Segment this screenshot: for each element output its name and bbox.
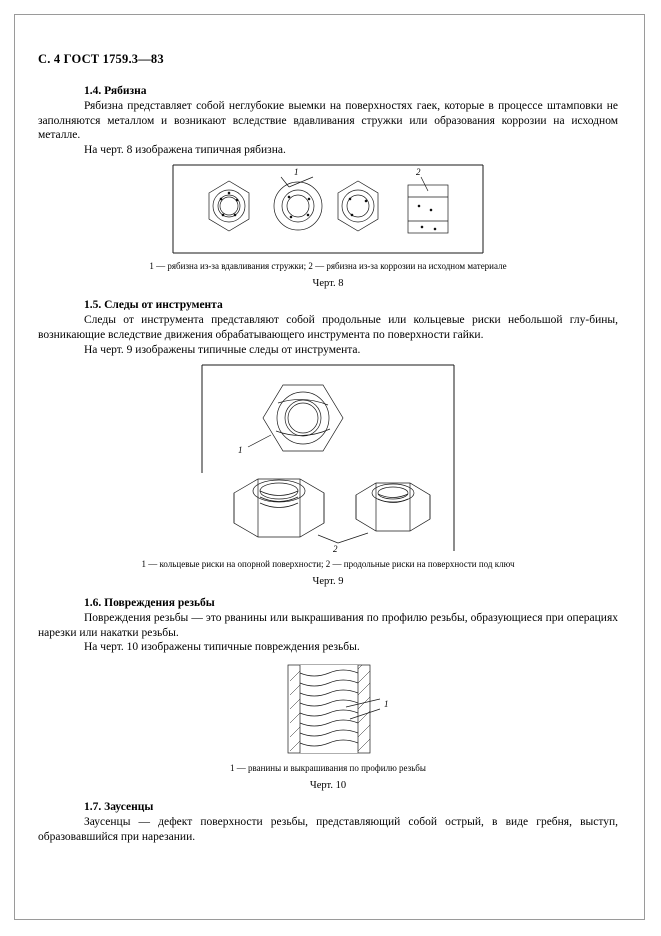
section-title-1-7: 1.7. Заусенцы [84,800,154,813]
section-1-6-paragraph-2: На черт. 10 изображены типичные повреждения резьбы. [84,641,360,654]
section-title-1-5: 1.5. Следы от инструмента [84,299,223,312]
section-1-4-paragraph-2: На черт. 8 изображена типичная рябизна. [84,143,286,156]
page-content [38,52,618,844]
figure-10-callout-1: 1 [384,698,389,709]
section-1-7-paragraph-1: Заусенцы — дефект поверхности резьбы, представляющий собой острый, в виде гребня, выступ, образовавшийся при нарезании. [38,815,618,843]
figure-8 [38,163,618,289]
figure-9-drawing [188,363,468,553]
section-title-1-4: 1.4. Рябизна [84,85,147,97]
page-header: С. 4 ГОСТ 1759.3—83 [38,52,164,66]
figure-8-number: Черт. 8 [312,278,344,290]
figure-8-drawing [163,163,493,255]
figure-9 [38,363,618,587]
section-1-5-paragraph-1: Следы от инструмента представляют собой продольные или кольцевые риски небольшой глу-бины, возникающие вследствие движения обрабатывающего инструмента по поверхности гайки. [38,314,618,341]
figure-9-callout-1: 1 [238,445,243,456]
section-1-5-paragraph-2: На черт. 9 изображены типичные следы от инструмента. [84,343,361,356]
section-title-1-6: 1.6. Повреждения резьбы [84,597,215,610]
figure-8-caption: 1 — рябизна из-за вдавливания стружки; 2 — рябизна из-за коррозии на исходном материале [149,261,507,272]
figure-9-number: Черт. 9 [312,576,344,588]
section-1-6-paragraph-1: Повреждения резьбы — это рванины или выкрашивания по профилю резьбы, образующиеся при операциях нарезки или накатки резьбы. [38,612,618,639]
figure-10-drawing [228,661,428,757]
figure-9-caption: 1 — кольцевые риски на опорной поверхности; 2 — продольные риски на поверхности под ключ [141,559,515,570]
section-1-4-paragraph-1: Рябизна представляет собой неглубокие выемки на поверхностях гаек, которые в процессе штамповки не заполняются металлом и возникают вследствие вдавливания стружки или образования коррозии на исходном металле. [38,100,618,142]
figure-8-callout-2: 2 [416,167,421,178]
figure-10 [38,661,618,791]
figure-8-callout-1: 1 [294,167,299,178]
figure-10-caption: 1 — рванины и выкрашивания по профилю резьбы [230,762,426,773]
figure-9-callout-2: 2 [333,544,338,554]
figure-10-number: Черт. 10 [309,779,347,791]
